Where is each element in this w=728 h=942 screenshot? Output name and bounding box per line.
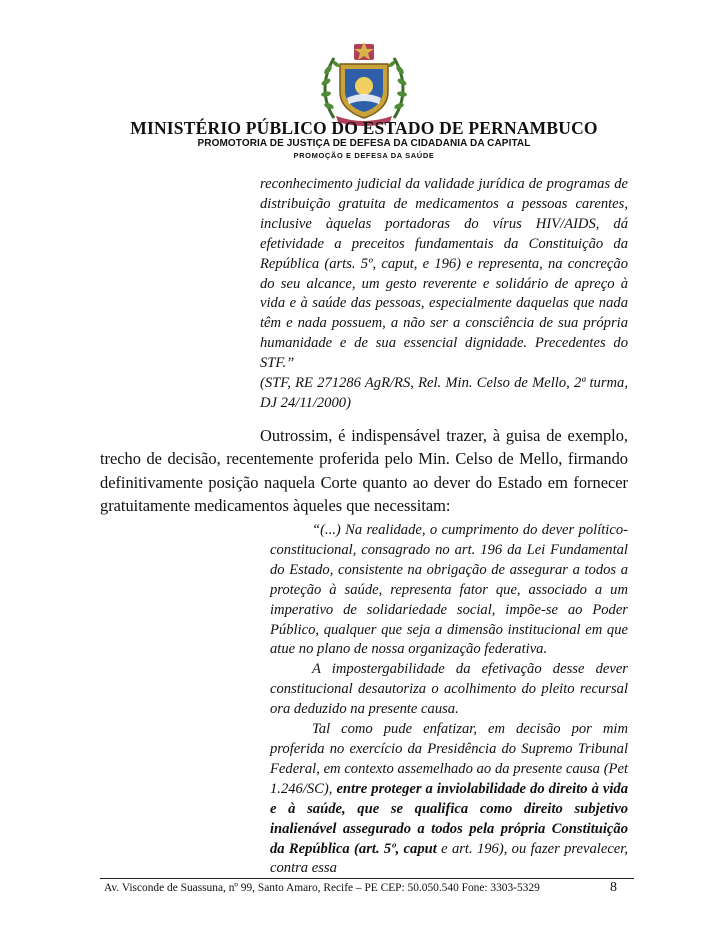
quote-paragraph-1: “(...) Na realidade, o cumprimento do dever político-constitucional, consagrado no art. 196 da Lei Fundamental do Estado, consistente na obrigação de assegurar a todos a proteção à saúde, representa fator que, associado a um imperativo de solidariedade social, impõe-se ao Poder Público, qualquer que seja a dimensão institucional em que atue no plano de nossa organização federativa.: [270, 522, 628, 658]
paragraph-text: Outrossim, é indispensável trazer, à guisa de exemplo, trecho de decisão, recentemente proferida pelo Min. Celso de Mello, firmando definitivamente posição naquela Corte quanto ao dever do Estado em fornecer gratuitamente medicamentos àqueles que necessitam:: [100, 426, 628, 515]
quote-paragraph-3-end: e art. 196), ou fazer prevalecer, contra essa: [270, 840, 628, 877]
footer-address: Av. Visconde de Suassuna, nº 99, Santo Amaro, Recife – PE CEP: 50.050.540 Fone: 3303-5329: [104, 882, 540, 894]
quote-text: reconhecimento judicial da validade jurídica de programas de distribuição gratuita de medicamentos a pessoas carentes, inclusive àquelas portadoras do vírus HIV/AIDS, dá efetividade a preceitos fundamentais da Constituição da República (arts. 5º, caput, e 196) e representa, na concreção do seu alcance, um gesto reverente e solidário de apreço à vida e à saúde das pessoas, especialmente daquelas que nada têm e nada possuem, a não ser a consciência de sua própria humanidade e de sua essencial dignidade. Precedentes do STF.”: [260, 176, 628, 372]
page-number: 8: [610, 880, 617, 895]
department-subtitle: PROMOTORIA DE JUSTIÇA DE DEFESA DA CIDADANIA DA CAPITAL: [197, 138, 531, 149]
division-subtitle: PROMOÇÃO E DEFESA DA SAÚDE: [293, 151, 435, 160]
quote-citation: (STF, RE 271286 AgR/RS, Rel. Min. Celso de Mello, 2ª turma, DJ 24/11/2000): [260, 375, 628, 411]
quote-paragraph-3-emphasis: entre proteger a inviolabilidade do direito à vida e à saúde, que se qualifica como direito subjetivo inalienável assegurado a todos pela própria Constituição da República (art. 5º, caput: [270, 780, 629, 857]
quote-paragraph-2: A impostergabilidade da efetivação desse dever constitucional desautoriza o acolhimento do pleito recursal ora deduzido na presente causa.: [270, 661, 628, 718]
body-paragraph: [100, 424, 628, 517]
quote-paragraph-3: [270, 720, 628, 879]
institution-title: MINISTÉRIO PÚBLICO DO ESTADO DE PERNAMBUCO: [130, 118, 598, 138]
block-quote-decision: [270, 521, 628, 879]
block-quote-stf: [260, 175, 628, 414]
footer-divider: [100, 878, 634, 879]
quote-paragraph-3-start: Tal como pude enfatizar, em decisão por mim proferida no exercício da Presidência do Supremo Tribunal Federal, em contexto assemelhado ao da presente causa (Pet 1.246/SC),: [270, 721, 628, 797]
coat-of-arms-emblem: [316, 40, 412, 126]
